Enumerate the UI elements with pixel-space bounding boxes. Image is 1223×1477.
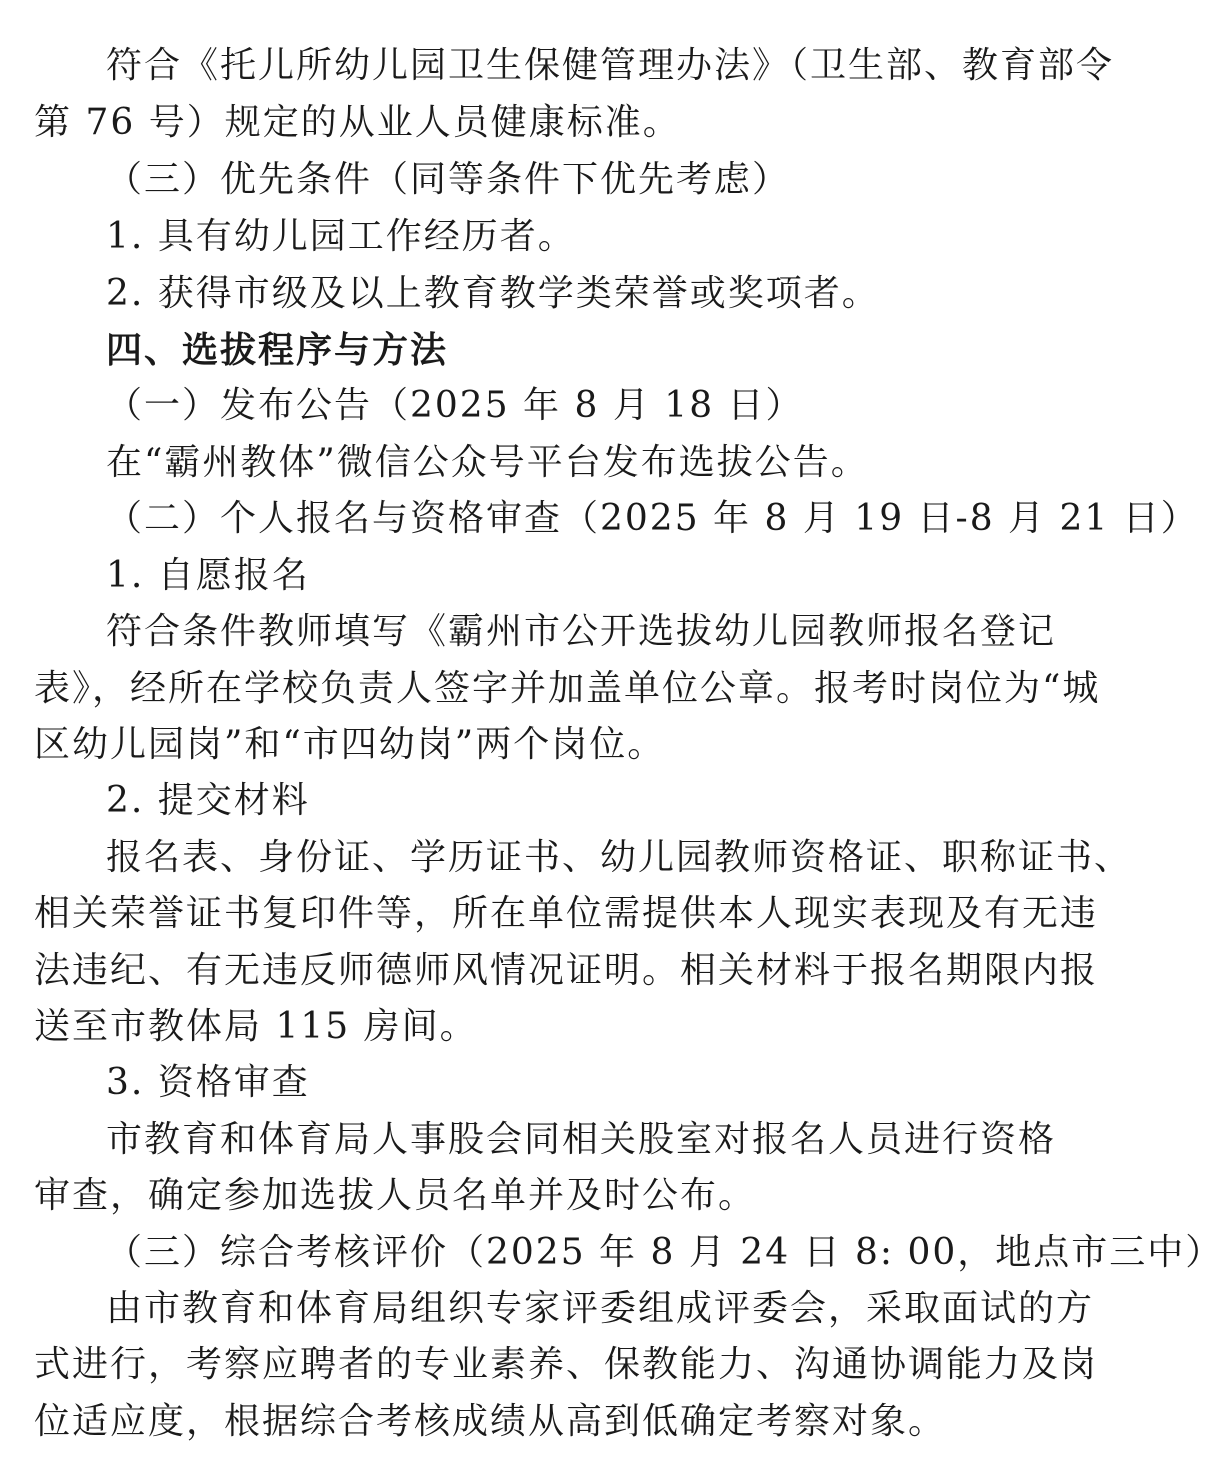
paragraph-line: 送至市教体局 115 房间。 <box>34 1006 478 1047</box>
paragraph-line: 法违纪、有无违反师德师风情况证明。相关材料于报名期限内报 <box>34 950 1099 991</box>
paragraph-line: 区幼儿园岗”和“市四幼岗”两个岗位。 <box>34 724 666 765</box>
subsection-heading: 1. 自愿报名 <box>106 555 310 596</box>
subsection-heading: 3. 资格审查 <box>106 1062 310 1103</box>
paragraph-line: 位适应度，根据综合考核成绩从高到低确定考察对象。 <box>34 1401 947 1442</box>
paragraph-line: 报名表、身份证、学历证书、幼儿园教师资格证、职称证书、 <box>106 837 1133 878</box>
paragraph-line: 在“霸州教体”微信公众号平台发布选拔公告。 <box>106 442 869 483</box>
paragraph-line: 第 76 号）规定的从业人员健康标准。 <box>34 102 681 143</box>
section-heading: （一）发布公告（2025 年 8 月 18 日） <box>106 385 804 426</box>
paragraph-line: 式进行，考察应聘者的专业素养、保教能力、沟通协调能力及岗 <box>34 1344 1099 1385</box>
paragraph-line: 符合条件教师填写《霸州市公开选拔幼儿园教师报名登记 <box>106 611 1057 652</box>
list-item: 2. 获得市级及以上教育教学类荣誉或奖项者。 <box>106 273 880 314</box>
section-heading: （三）优先条件（同等条件下优先考虑） <box>106 159 791 200</box>
list-item: 1. 具有幼儿园工作经历者。 <box>106 216 576 257</box>
paragraph-line: 市教育和体育局人事股会同相关股室对报名人员进行资格 <box>106 1119 1057 1160</box>
chapter-heading: 四、选拔程序与方法 <box>106 329 449 371</box>
section-heading: （二）个人报名与资格审查（2025 年 8 月 19 日-8 月 21 日） <box>106 498 1199 539</box>
paragraph-line: 相关荣誉证书复印件等，所在单位需提供本人现实表现及有无违 <box>34 893 1099 934</box>
subsection-heading: 2. 提交材料 <box>106 780 310 821</box>
paragraph-line: 审查，确定参加选拔人员名单并及时公布。 <box>34 1175 757 1216</box>
section-heading: （三）综合考核评价（2025 年 8 月 24 日 8: 00，地点市三中） <box>106 1232 1223 1273</box>
paragraph-line: 表》，经所在学校负责人签字并加盖单位公章。报考时岗位为“城 <box>34 668 1101 709</box>
paragraph-line: 由市教育和体育局组织专家评委组成评委会，采取面试的方 <box>106 1288 1095 1329</box>
paragraph-line: 符合《托儿所幼儿园卫生保健管理办法》（卫生部、教育部令 <box>106 45 1115 86</box>
